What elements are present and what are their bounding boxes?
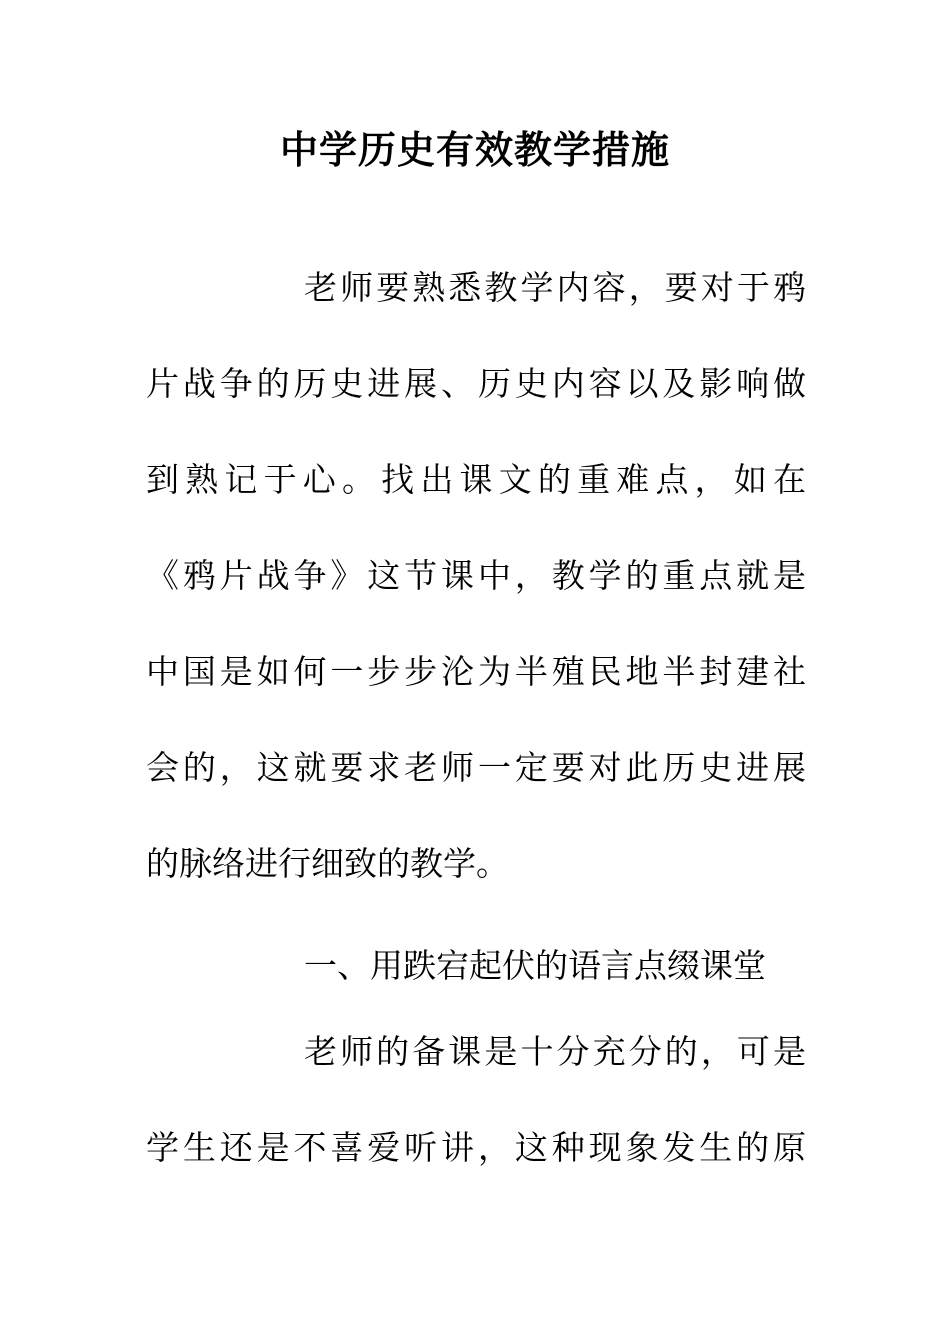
paragraph-1-line-5: 中国是如何一步步沦为半殖民地半封建社 xyxy=(146,652,806,691)
section-heading: 一、用跌宕起伏的语言点缀课堂 xyxy=(304,946,766,985)
paragraph-2-line-1: 老师的备课是十分充分的，可是 xyxy=(304,1032,806,1071)
paragraph-1-line-4: 《鸦片战争》这节课中，教学的重点就是 xyxy=(146,556,806,595)
paragraph-1-line-2: 片战争的历史进展、历史内容以及影响做 xyxy=(146,364,806,403)
paragraph-2-line-2: 学生还是不喜爱听讲，这种现象发生的原 xyxy=(146,1128,806,1167)
paragraph-1-line-1: 老师要熟悉教学内容，要对于鸦 xyxy=(304,268,806,307)
paragraph-1-line-7: 的脉络进行细致的教学。 xyxy=(146,844,509,883)
paragraph-1-line-6: 会的，这就要求老师一定要对此历史进展 xyxy=(146,748,806,787)
paragraph-1-line-3: 到熟记于心。找出课文的重难点，如在 xyxy=(146,460,806,499)
document-title: 中学历史有效教学措施 xyxy=(279,127,670,172)
